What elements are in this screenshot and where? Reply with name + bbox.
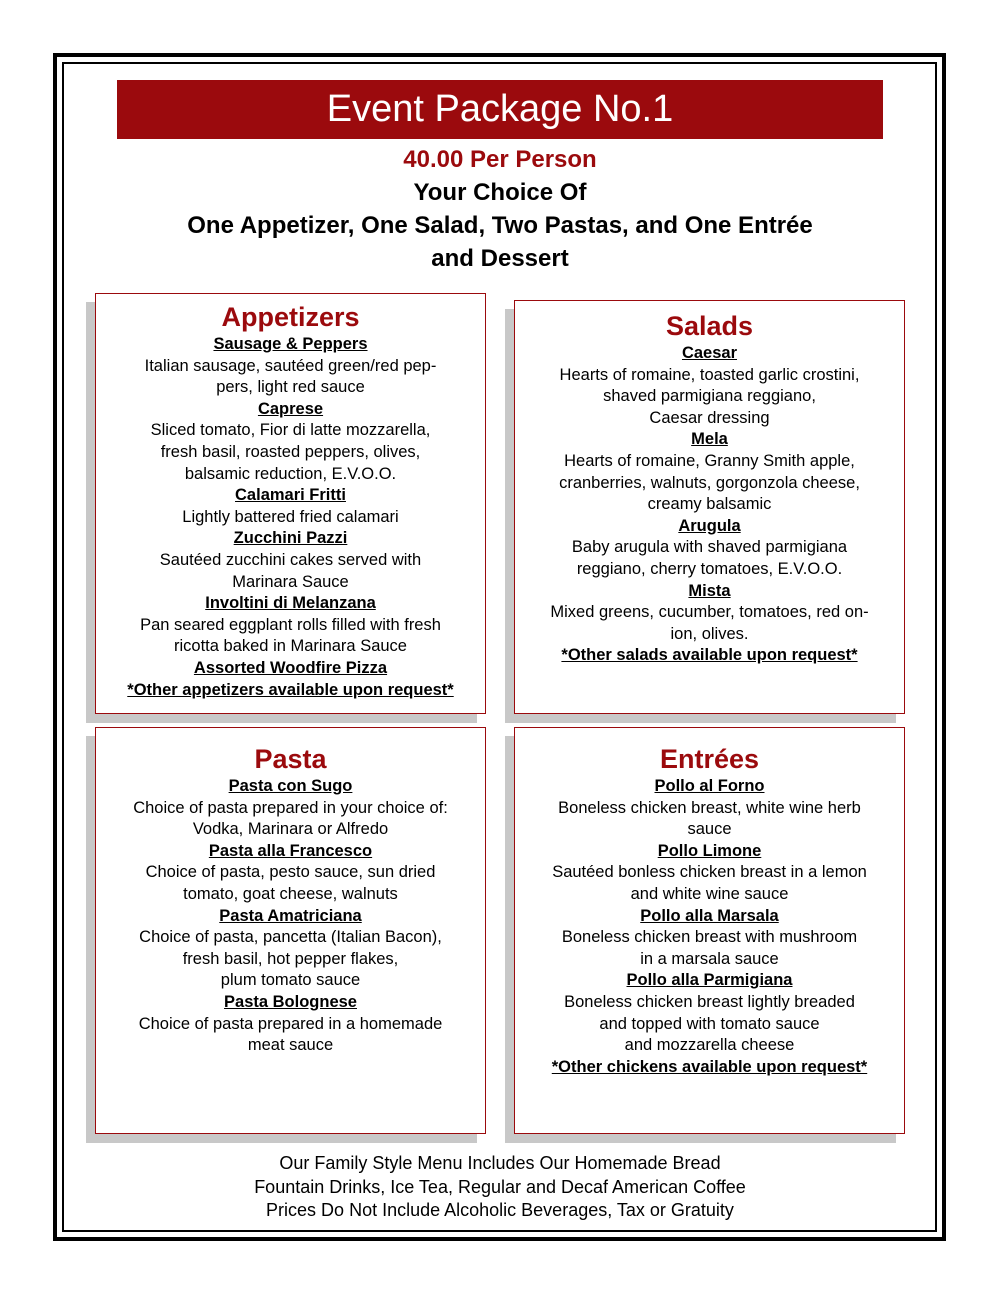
appetizers-heading: Appetizers — [221, 302, 360, 332]
menu-item-name: Involtini di Melanzana — [205, 594, 376, 613]
pasta-box — [95, 727, 486, 1134]
menu-item-name: Pasta Amatriciana — [219, 906, 362, 925]
footer-line-1: Our Family Style Menu Includes Our Homemade Bread — [279, 1153, 721, 1173]
menu-item-name: Caprese — [257, 399, 324, 418]
menu-item-name: Calamari Fritti — [235, 486, 346, 505]
menu-item-name: Pasta con Sugo — [228, 777, 353, 795]
menu-item-name: Pollo Limone — [657, 841, 762, 860]
menu-item-desc: Hearts of romaine, toasted garlic crostini, shaved parmigiana reggiano, Caesar dressing — [559, 365, 860, 427]
appetizers-box — [95, 293, 486, 714]
menu-item-desc: Choice of pasta prepared in your choice of: Vodka, Marinara or Alfredo — [133, 798, 448, 839]
menu-item-desc: Boneless chicken breast lightly breaded and topped with tomato sauce and mozzarella cheese — [564, 992, 855, 1055]
menu-item-desc: Baby arugula with shaved parmigiana reggiano, cherry tomatoes, E.V.O.O. — [571, 538, 848, 578]
menu-item-desc: Sautéed bonless chicken breast in a lemon and white wine sauce — [552, 863, 867, 903]
menu-item-desc: Boneless chicken breast with mushroom in a marsala sauce — [561, 928, 858, 968]
menu-item-desc: Sliced tomato, Fior di latte mozzarella, fresh basil, roasted peppers, olives, balsamic reduction, E.V.O.O. — [150, 421, 431, 483]
menu-item-desc: Mixed greens, cucumber, tomatoes, red on- ion, olives. — [550, 603, 869, 643]
pasta-heading: Pasta — [254, 744, 327, 774]
items-line: One Appetizer, One Salad, Two Pastas, and One Entrée — [187, 212, 813, 239]
salads-box — [514, 300, 905, 714]
entrees-note: *Other chickens available upon request* — [551, 1057, 868, 1076]
menu-item-name: Pollo al Forno — [654, 777, 765, 795]
menu-item-desc: Sautéed zucchini cakes served with Marinara Sauce — [159, 550, 422, 591]
menu-item-desc: Italian sausage, sautéed green/red pep- pers, light red sauce — [144, 356, 437, 397]
menu-item-name: Arugula — [678, 516, 741, 535]
menu-item-desc: Lightly battered fried calamari — [182, 507, 399, 526]
price-per-person: 40.00 Per Person — [403, 146, 597, 173]
menu-item-name: Pasta Bolognese — [224, 992, 357, 1011]
menu-item-desc: Choice of pasta, pesto sauce, sun dried tomato, goat cheese, walnuts — [145, 863, 436, 903]
menu-item-name: Assorted Woodfire Pizza — [193, 658, 388, 677]
menu-item-name: Pollo alla Marsala — [640, 906, 779, 925]
dessert-line: and Dessert — [431, 245, 569, 272]
menu-item-name: Pollo alla Parmigiana — [626, 971, 793, 990]
menu-item-desc: Hearts of romaine, Granny Smith apple, cranberries, walnuts, gorgonzola cheese, creamy balsamic — [559, 451, 860, 514]
footer-line-3: Prices Do Not Include Alcoholic Beverages, Tax or Gratuity — [266, 1200, 734, 1220]
salads-note: *Other salads available upon request* — [561, 646, 858, 665]
footer-line-2: Fountain Drinks, Ice Tea, Regular and Decaf American Coffee — [254, 1177, 746, 1197]
page-title: Event Package No.1 — [117, 80, 883, 139]
salads-heading: Salads — [665, 311, 754, 341]
menu-item-name: Caesar — [681, 344, 738, 362]
menu-item-desc: Pan seared eggplant rolls filled with fresh ricotta baked in Marinara Sauce — [140, 615, 441, 656]
entrees-heading: Entrées — [659, 744, 760, 774]
menu-item-desc: Boneless chicken breast, white wine herb sauce — [558, 798, 861, 839]
entrees-box — [514, 727, 905, 1134]
menu-item-name: Pasta alla Francesco — [208, 841, 373, 860]
appetizers-note: *Other appetizers available upon request* — [127, 680, 454, 699]
menu-item-name: Sausage & Peppers — [213, 335, 368, 353]
menu-item-name: Mela — [691, 430, 728, 449]
menu-item-name: Mista — [688, 581, 731, 600]
menu-item-desc: Choice of pasta prepared in a homemade meat sauce — [138, 1014, 443, 1055]
choice-line: Your Choice Of — [413, 179, 587, 206]
menu-item-desc: Choice of pasta, pancetta (Italian Bacon), fresh basil, hot pepper flakes, plum tomato sauce — [139, 928, 442, 990]
menu-item-name: Zucchini Pazzi — [233, 529, 348, 548]
